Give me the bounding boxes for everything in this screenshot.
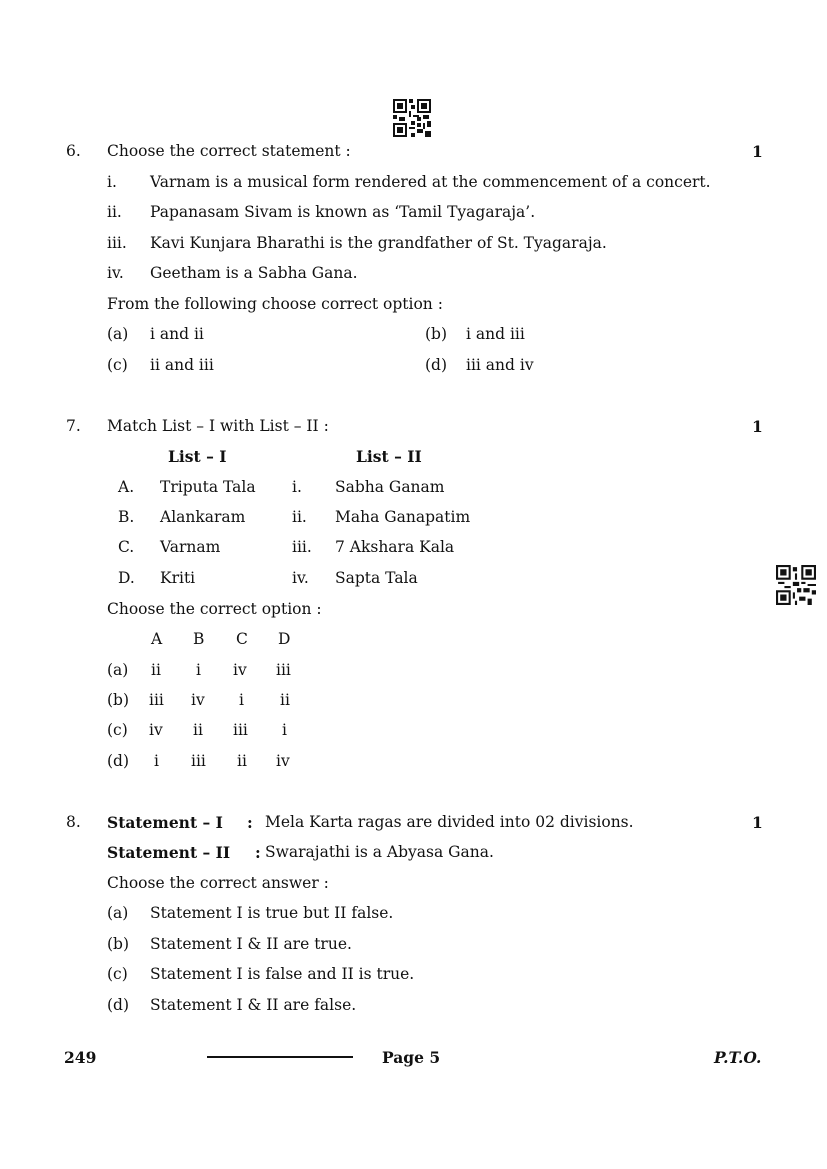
option-value: i [154,752,159,770]
instruction: Choose the correct answer : [107,874,329,892]
option-value: ii [151,661,161,679]
option-value: ii [280,691,290,709]
statement-text: Kavi Kunjara Bharathi is the grandfather of St. Tyagaraja. [150,234,607,252]
option-text: Statement I & II are true. [150,935,352,953]
list2-label: iii. [292,538,312,556]
option-label: (a) [107,661,129,679]
option-label: (d) [107,996,130,1014]
list1-label: A. [118,478,135,496]
list2-item: Sabha Ganam [335,478,445,496]
question-number: 8. [66,813,81,831]
question-number: 6. [66,142,81,160]
statement-num: ii. [107,203,122,221]
option-text: i and ii [150,325,204,343]
list2-header: List – II [356,447,422,466]
list2-item: 7 Akshara Kala [335,538,455,556]
question-text: Match List – I with List – II : [107,417,329,435]
list1-header: List – I [168,447,227,466]
option-value: ii [237,752,247,770]
statement-num: iii. [107,234,127,252]
option-value: iv [149,721,163,739]
qr-code-top [393,99,431,137]
statement-1-separator: : [247,813,253,832]
option-label: (d) [425,356,448,374]
statement-2-separator: : [255,843,261,862]
statement-2-label: Statement – II [107,843,231,862]
list2-label: iv. [292,569,309,587]
list2-item: Sapta Tala [335,569,418,587]
statement-text: Papanasam Sivam is known as ‘Tamil Tyagaraja’. [150,203,536,221]
footer-divider [207,1056,353,1058]
column-header: B [193,630,205,648]
option-label: (b) [425,325,448,343]
option-text: Statement I & II are false. [150,996,357,1014]
option-label: (a) [107,325,129,343]
option-label: (b) [107,935,130,953]
option-label: (b) [107,691,130,709]
option-value: iii [191,752,206,770]
option-value: ii [193,721,203,739]
statement-num: iv. [107,264,124,282]
qr-code-side [776,565,816,605]
instruction: From the following choose correct option : [107,295,443,313]
list1-label: B. [118,508,135,526]
statement-text: Varnam is a musical form rendered at the commencement of a concert. [150,173,711,191]
list1-item: Triputa Tala [160,478,256,496]
list2-label: i. [292,478,302,496]
option-label: (d) [107,752,130,770]
page-number: Page 5 [382,1048,441,1067]
list1-item: Kriti [160,569,196,587]
option-value: i [196,661,201,679]
option-value: i [239,691,244,709]
option-value: iv [276,752,290,770]
option-text: i and iii [466,325,525,343]
option-text: Statement I is false and II is true. [150,965,415,983]
option-label: (c) [107,721,128,739]
option-value: iv [233,661,247,679]
list2-item: Maha Ganapatim [335,508,471,526]
list1-item: Alankaram [160,508,246,526]
marks: 1 [752,142,763,161]
option-label: (a) [107,904,129,922]
option-value: iii [149,691,164,709]
marks: 1 [752,813,763,832]
question-number: 7. [66,417,81,435]
option-value: iii [276,661,291,679]
list2-label: ii. [292,508,307,526]
marks: 1 [752,417,763,436]
statement-num: i. [107,173,117,191]
statement-text: Geetham is a Sabha Gana. [150,264,358,282]
list1-label: C. [118,538,135,556]
option-text: Statement I is true but II false. [150,904,394,922]
option-text: ii and iii [150,356,214,374]
column-header: C [236,630,248,648]
statement-1-text: Mela Karta ragas are divided into 02 divisions. [265,813,634,831]
question-text: Choose the correct statement : [107,142,351,160]
column-header: D [278,630,291,648]
statement-2-text: Swarajathi is a Abyasa Gana. [265,843,494,861]
option-value: iv [191,691,205,709]
statement-1-label: Statement – I [107,813,223,832]
instruction: Choose the correct option : [107,600,322,618]
paper-code: 249 [64,1048,97,1067]
list1-label: D. [118,569,135,587]
option-label: (c) [107,356,128,374]
option-text: iii and iv [466,356,534,374]
option-label: (c) [107,965,128,983]
column-header: A [151,630,163,648]
pto-label: P.T.O. [714,1048,762,1067]
option-value: iii [233,721,248,739]
option-value: i [282,721,287,739]
list1-item: Varnam [160,538,221,556]
